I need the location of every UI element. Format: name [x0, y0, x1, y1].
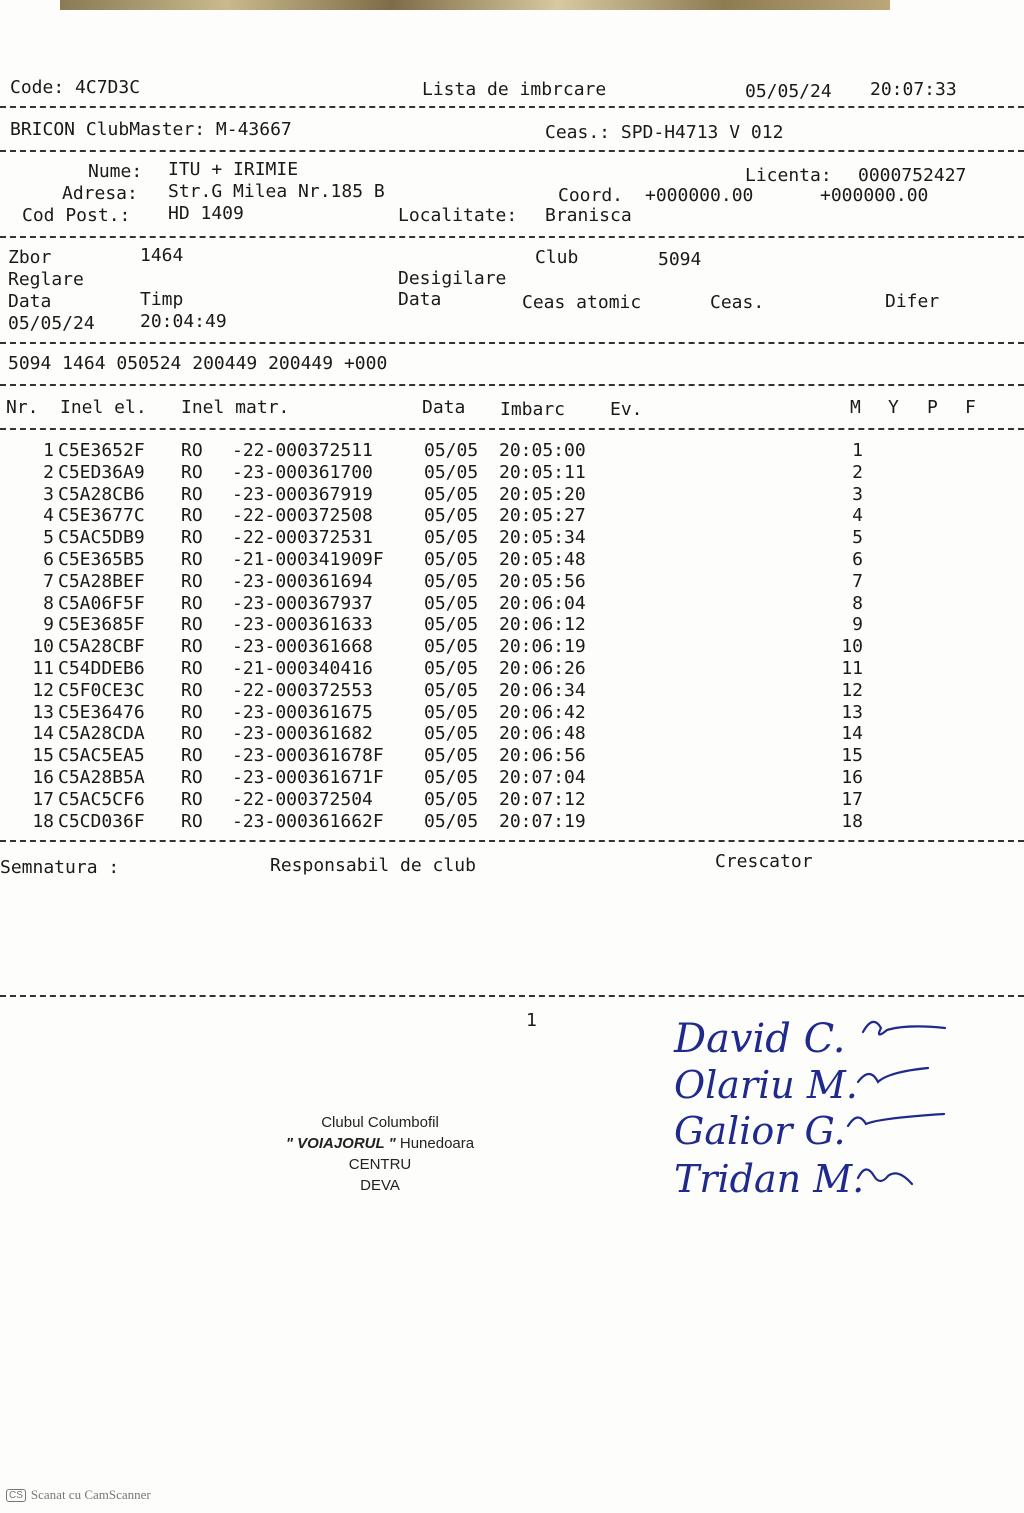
cell-m: 17: [841, 788, 863, 810]
unseal-label: Desigilare: [398, 268, 507, 289]
table-row: [0, 593, 1024, 615]
cell-date: 05/05: [424, 679, 479, 701]
table-row: [0, 527, 1024, 549]
cell-ring: -23-000361682: [232, 723, 373, 745]
difference-label: Difer: [885, 291, 940, 312]
club-stamp: [250, 1112, 510, 1196]
cell-date: 05/05: [424, 570, 479, 592]
cell-cc: RO: [181, 745, 203, 767]
divider: [0, 840, 1024, 842]
cell-cc: RO: [181, 549, 203, 570]
coord-label: Coord.: [558, 185, 624, 206]
camscanner-text: Scanat cu CamScanner: [30, 1487, 151, 1502]
cell-el: C5A06F5F: [58, 592, 145, 614]
club-label: Club: [535, 247, 579, 268]
table-row: [0, 811, 1024, 833]
cell-cc: RO: [181, 723, 203, 745]
document-title: Lista de imbrcare: [422, 79, 607, 100]
stamp-line: CENTRU: [348, 1156, 412, 1173]
cell-date: 05/05: [424, 505, 479, 527]
stamp-line: Clubul Columbofil: [321, 1114, 439, 1131]
cell-cc: RO: [181, 658, 203, 679]
club-responsible-label: Responsabil de club: [270, 855, 476, 876]
signature-2: Olariu M.: [674, 1063, 858, 1107]
coord-y: +000000.00: [820, 185, 929, 206]
cell-time: 20:05:27: [499, 505, 586, 527]
divider: [0, 428, 1024, 430]
cell-date: 05/05: [424, 745, 479, 767]
cell-time: 20:06:19: [499, 636, 586, 658]
cell-date: 05/05: [424, 527, 479, 549]
col-y: Y: [888, 397, 899, 418]
signature-4-scribble: [858, 1169, 912, 1184]
cell-el: C5A28B5A: [58, 767, 145, 788]
cell-m: 7: [852, 570, 863, 592]
coord-x: +000000.00: [645, 185, 754, 206]
cell-cc: RO: [181, 614, 203, 636]
signature-2-scribble: [858, 1068, 928, 1082]
signature-3-scribble: [848, 1114, 944, 1126]
page-number: 1: [526, 1010, 537, 1031]
cell-el: C5A28CB6: [58, 483, 145, 505]
cell-nr: 14: [32, 723, 54, 745]
code-label: Code: 4C7D3C: [10, 77, 141, 98]
cell-cc: RO: [181, 636, 203, 658]
cell-el: C5E3677C: [58, 505, 145, 527]
cell-date: 05/05: [424, 788, 479, 810]
cell-date: 05/05: [424, 483, 479, 505]
col-m: M: [850, 397, 861, 418]
cell-time: 20:06:26: [499, 658, 586, 679]
cell-time: 20:06:48: [499, 723, 586, 745]
table-row: [0, 549, 1024, 571]
locality-label: Localitate:: [398, 205, 518, 226]
cell-m: 18: [841, 810, 863, 832]
cell-date: 05/05: [424, 614, 479, 636]
cell-time: 20:05:48: [499, 549, 586, 570]
cell-nr: 1: [43, 440, 54, 461]
cell-ring: -22-000372531: [232, 527, 373, 549]
table-row: [0, 702, 1024, 724]
divider: [0, 995, 1024, 997]
cell-m: 10: [841, 636, 863, 658]
divider: [0, 236, 1024, 238]
col-f: F: [965, 397, 976, 418]
signature-1-scribble: [863, 1022, 945, 1035]
setting-date-label: Data: [8, 291, 52, 312]
table-row: [0, 571, 1024, 593]
cell-cc: RO: [181, 679, 203, 701]
handwritten-signatures: [668, 1000, 958, 1210]
cell-el: C5CD036F: [58, 810, 145, 832]
cell-cc: RO: [181, 788, 203, 810]
setting-label: Reglare: [8, 269, 84, 290]
flight-number: 1464: [140, 245, 184, 266]
unseal-date-label: Data: [398, 289, 442, 310]
cell-m: 12: [841, 679, 863, 701]
table-row: [0, 440, 1024, 462]
cell-el: C5F0CE3C: [58, 679, 145, 701]
cell-nr: 18: [32, 810, 54, 832]
cell-date: 05/05: [424, 636, 479, 658]
cell-ring: -23-000361678F: [232, 745, 384, 767]
cell-el: C5A28BEF: [58, 570, 145, 592]
cell-el: C5E3685F: [58, 614, 145, 636]
cell-el: C5AC5DB9: [58, 527, 145, 549]
cell-ring: -23-000361662F: [232, 810, 384, 832]
camscanner-icon: CS: [6, 1489, 26, 1502]
col-p: P: [927, 397, 938, 418]
address-value: Str.G Milea Nr.185 B: [168, 181, 385, 202]
cell-m: 14: [841, 723, 863, 745]
table-row: [0, 484, 1024, 506]
cell-date: 05/05: [424, 701, 479, 723]
flight-summary: 5094 1464 050524 200449 200449 +000: [8, 353, 388, 374]
cell-nr: 4: [43, 505, 54, 527]
cell-date: 05/05: [424, 658, 479, 679]
cell-nr: 16: [32, 767, 54, 788]
name-label: Nume:: [88, 161, 143, 182]
cell-nr: 17: [32, 788, 54, 810]
signature-1: David C.: [674, 1016, 846, 1062]
cell-date: 05/05: [424, 461, 479, 483]
cell-time: 20:07:04: [499, 767, 586, 788]
breeder-label: Crescator: [715, 851, 813, 872]
cell-m: 15: [841, 745, 863, 767]
cell-nr: 7: [43, 570, 54, 592]
cell-m: 1: [852, 440, 863, 461]
table-row: [0, 745, 1024, 767]
cell-time: 20:05:34: [499, 527, 586, 549]
cell-nr: 8: [43, 592, 54, 614]
cell-m: 5: [852, 527, 863, 549]
cell-time: 20:07:19: [499, 810, 586, 832]
cell-cc: RO: [181, 483, 203, 505]
cell-date: 05/05: [424, 592, 479, 614]
cell-time: 20:06:34: [499, 679, 586, 701]
cell-nr: 9: [43, 614, 54, 636]
cell-time: 20:05:00: [499, 440, 586, 461]
cell-date: 05/05: [424, 767, 479, 788]
cell-cc: RO: [181, 701, 203, 723]
cell-ring: -22-000372508: [232, 505, 373, 527]
cell-nr: 13: [32, 701, 54, 723]
cell-ring: -23-000367937: [232, 592, 373, 614]
divider: [0, 342, 1024, 344]
flight-label: Zbor: [8, 247, 52, 268]
cell-el: C5A28CDA: [58, 723, 145, 745]
club-number: 5094: [658, 249, 702, 270]
col-ring: Inel matr.: [181, 397, 290, 418]
cell-el: C5E365B5: [58, 549, 145, 570]
cell-cc: RO: [181, 527, 203, 549]
cell-nr: 2: [43, 461, 54, 483]
stamp-line: DEVA: [360, 1177, 400, 1194]
locality-value: Branisca: [545, 205, 632, 226]
cell-nr: 11: [32, 658, 54, 679]
cell-el: C54DDEB6: [58, 658, 145, 679]
cell-cc: RO: [181, 810, 203, 832]
cell-date: 05/05: [424, 810, 479, 832]
atomic-clock-label: Ceas atomic: [522, 292, 642, 313]
cell-m: 13: [841, 701, 863, 723]
clock-id: Ceas.: SPD-H4713 V 012: [545, 122, 784, 143]
cell-ring: -21-000340416: [232, 658, 373, 679]
table-row: [0, 614, 1024, 636]
cell-m: 9: [852, 614, 863, 636]
cell-ring: -22-000372504: [232, 788, 373, 810]
system-name: BRICON ClubMaster: M-43667: [10, 119, 292, 140]
postcode-label: Cod Post.:: [22, 205, 131, 226]
cell-ring: -23-000361671F: [232, 767, 384, 788]
cell-time: 20:05:11: [499, 461, 586, 483]
cell-ring: -23-000361633: [232, 614, 373, 636]
licence-label: Licenta:: [745, 165, 832, 186]
cell-el: C5ED36A9: [58, 461, 145, 483]
cell-time: 20:07:12: [499, 788, 586, 810]
divider: [0, 384, 1024, 386]
cell-ring: -22-000372511: [232, 440, 373, 461]
cell-time: 20:06:12: [499, 614, 586, 636]
col-basket: Imbarc: [500, 399, 566, 420]
col-ring-el: Inel el.: [60, 397, 147, 418]
setting-time: 20:04:49: [140, 311, 227, 332]
setting-date: 05/05/24: [8, 313, 95, 334]
licence-value: 0000752427: [858, 165, 967, 186]
cell-cc: RO: [181, 767, 203, 788]
cell-cc: RO: [181, 570, 203, 592]
signature-3: Galior G.: [674, 1109, 846, 1153]
table-row: [0, 680, 1024, 702]
cell-cc: RO: [181, 505, 203, 527]
cell-nr: 10: [32, 636, 54, 658]
cell-el: C5AC5CF6: [58, 788, 145, 810]
setting-time-label: Timp: [140, 289, 184, 310]
cell-time: 20:05:20: [499, 483, 586, 505]
cell-el: C5E3652F: [58, 440, 145, 461]
address-label: Adresa:: [62, 183, 138, 204]
cell-nr: 5: [43, 527, 54, 549]
table-row: [0, 767, 1024, 789]
header-date: 05/05/24: [745, 81, 832, 102]
postcode-value: HD 1409: [168, 203, 244, 224]
table-row: [0, 658, 1024, 680]
table-row: [0, 505, 1024, 527]
cell-cc: RO: [181, 592, 203, 614]
cell-m: 11: [841, 658, 863, 679]
cell-time: 20:05:56: [499, 570, 586, 592]
cell-time: 20:06:56: [499, 745, 586, 767]
stamp-line: " VOIAJORUL " Hunedoara: [285, 1135, 475, 1152]
cell-m: 2: [852, 461, 863, 483]
cell-date: 05/05: [424, 549, 479, 570]
cell-el: C5AC5EA5: [58, 745, 145, 767]
cell-m: 16: [841, 767, 863, 788]
cell-ring: -22-000372553: [232, 679, 373, 701]
clock-label: Ceas.: [710, 292, 765, 313]
cell-ring: -23-000361668: [232, 636, 373, 658]
cell-m: 8: [852, 592, 863, 614]
cell-time: 20:06:04: [499, 592, 586, 614]
divider: [0, 150, 1024, 152]
cell-nr: 15: [32, 745, 54, 767]
cell-nr: 3: [43, 483, 54, 505]
signature-4: Tridan M.: [674, 1157, 865, 1201]
cell-ring: -23-000361694: [232, 570, 373, 592]
cell-cc: RO: [181, 461, 203, 483]
signature-label: Semnatura :: [0, 857, 120, 878]
cell-el: C5A28CBF: [58, 636, 145, 658]
cell-ring: -21-000341909F: [232, 549, 384, 570]
header-time: 20:07:33: [870, 79, 957, 100]
cell-m: 3: [852, 483, 863, 505]
cell-m: 6: [852, 549, 863, 570]
owner-name: ITU + IRIMIE: [168, 159, 299, 180]
cell-nr: 12: [32, 679, 54, 701]
cell-el: C5E36476: [58, 701, 145, 723]
cell-ring: -23-000367919: [232, 483, 373, 505]
cell-ring: -23-000361700: [232, 461, 373, 483]
table-row: [0, 462, 1024, 484]
table-row: [0, 636, 1024, 658]
cell-date: 05/05: [424, 440, 479, 461]
camscanner-watermark: [6, 1487, 151, 1503]
cell-date: 05/05: [424, 723, 479, 745]
cell-cc: RO: [181, 440, 203, 461]
cell-nr: 6: [43, 549, 54, 570]
col-date: Data: [422, 397, 466, 418]
table-row: [0, 723, 1024, 745]
top-photo-strip: [60, 0, 890, 10]
col-ev: Ev.: [610, 399, 643, 420]
divider: [0, 106, 1024, 108]
cell-time: 20:06:42: [499, 701, 586, 723]
cell-m: 4: [852, 505, 863, 527]
cell-ring: -23-000361675: [232, 701, 373, 723]
table-row: [0, 789, 1024, 811]
col-nr: Nr.: [6, 397, 39, 418]
